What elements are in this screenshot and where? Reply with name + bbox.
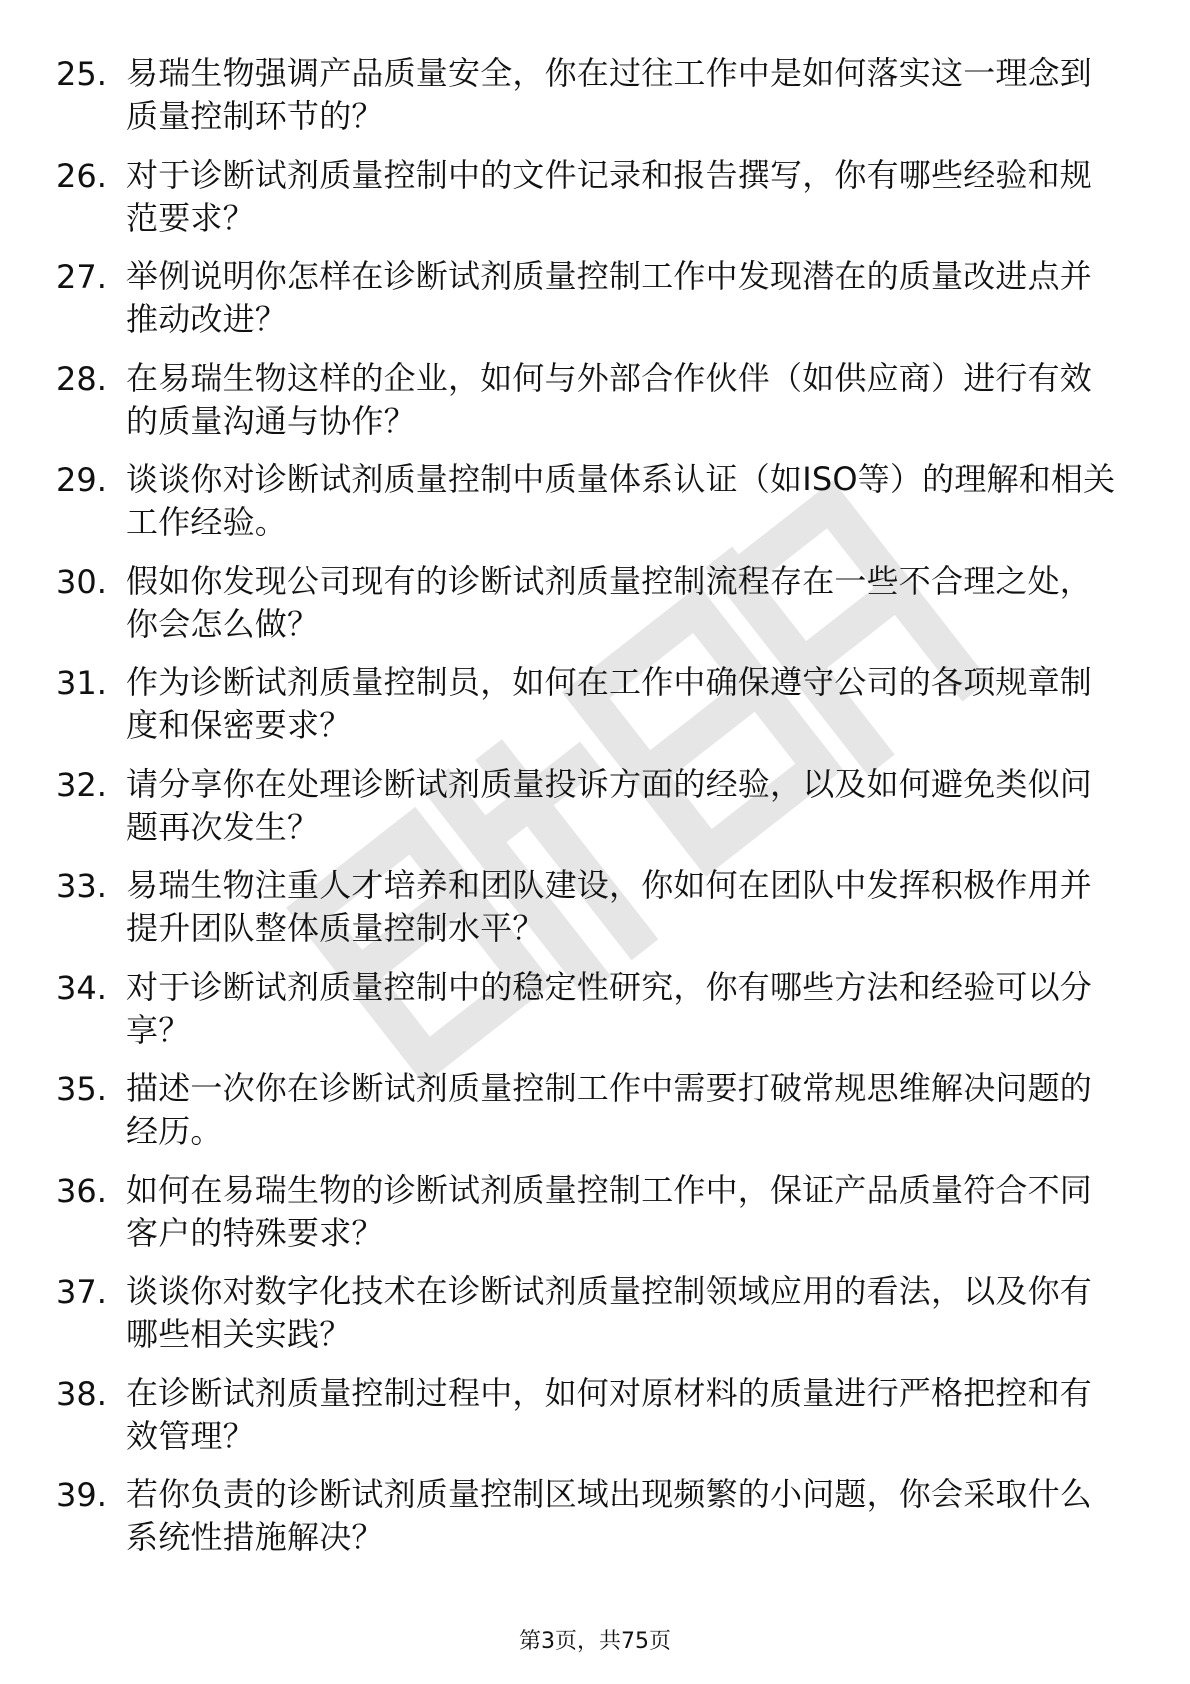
question-item	[56, 1270, 1116, 1372]
question-text: 在易瑞生物这样的企业，如何与外部合作伙伴（如供应商）进行有效的质量沟通与协作？	[126, 358, 1093, 440]
question-item	[56, 864, 1116, 966]
question-number: 35.	[56, 1070, 107, 1108]
question-item	[56, 966, 1116, 1068]
question-item	[56, 458, 1116, 560]
question-item	[56, 1169, 1116, 1271]
question-number: 27.	[56, 258, 107, 296]
question-item	[56, 1067, 1116, 1169]
question-number: 34.	[56, 968, 107, 1007]
page-footer: 第3页，共75页	[519, 1629, 671, 1654]
question-number: 25.	[56, 55, 107, 93]
question-number: 28.	[56, 359, 107, 398]
question-number: 32.	[56, 765, 107, 804]
question-item	[56, 255, 1116, 357]
question-item	[56, 1473, 1116, 1575]
question-item	[56, 661, 1116, 763]
question-text: 谈谈你对诊断试剂质量控制中质量体系认证（如ISO等）的理解和相关工作经验。	[126, 460, 1116, 541]
question-number: 33.	[56, 867, 107, 905]
question-number: 38.	[56, 1374, 107, 1413]
question-text: 对于诊断试剂质量控制中的文件记录和报告撰写，你有哪些经验和规范要求？	[126, 155, 1093, 237]
question-text: 对于诊断试剂质量控制中的稳定性研究，你有哪些方法和经验可以分享？	[126, 967, 1093, 1049]
question-text: 请分享你在处理诊断试剂质量投诉方面的经验，以及如何避免类似问题再次发生？	[126, 764, 1093, 846]
question-number: 30.	[56, 562, 107, 601]
question-item	[56, 357, 1116, 459]
question-item	[56, 154, 1116, 256]
question-number: 39.	[56, 1476, 107, 1514]
question-text: 假如你发现公司现有的诊断试剂质量控制流程存在一些不合理之处，你会怎么做？	[126, 561, 1093, 643]
question-number: 31.	[56, 664, 107, 702]
question-item	[56, 560, 1116, 662]
question-text: 易瑞生物注重人才培养和团队建设，你如何在团队中发挥积极作用并提升团队整体质量控制水平？	[126, 866, 1093, 947]
question-text: 在诊断试剂质量控制过程中，如何对原材料的质量进行严格把控和有效管理？	[126, 1373, 1093, 1455]
question-item	[56, 52, 1116, 154]
question-text: 举例说明你怎样在诊断试剂质量控制工作中发现潜在的质量改进点并推动改进？	[126, 257, 1093, 338]
question-text: 描述一次你在诊断试剂质量控制工作中需要打破常规思维解决问题的经历。	[126, 1069, 1093, 1150]
question-number: 29.	[56, 461, 107, 499]
question-text: 如何在易瑞生物的诊断试剂质量控制工作中，保证产品质量符合不同客户的特殊要求？	[126, 1170, 1093, 1252]
question-item	[56, 763, 1116, 865]
question-list	[56, 52, 1116, 1575]
question-number: 36.	[56, 1171, 107, 1210]
question-text: 作为诊断试剂质量控制员，如何在工作中确保遵守公司的各项规章制度和保密要求？	[126, 663, 1093, 744]
question-number: 26.	[56, 156, 107, 195]
question-text: 易瑞生物强调产品质量安全，你在过往工作中是如何落实这一理念到质量控制环节的？	[126, 54, 1093, 135]
question-number: 37.	[56, 1273, 107, 1311]
question-text: 谈谈你对数字化技术在诊断试剂质量控制领域应用的看法，以及你有哪些相关实践？	[126, 1272, 1093, 1353]
question-text: 若你负责的诊断试剂质量控制区域出现频繁的小问题，你会采取什么系统性措施解决？	[126, 1475, 1093, 1556]
question-item	[56, 1372, 1116, 1474]
